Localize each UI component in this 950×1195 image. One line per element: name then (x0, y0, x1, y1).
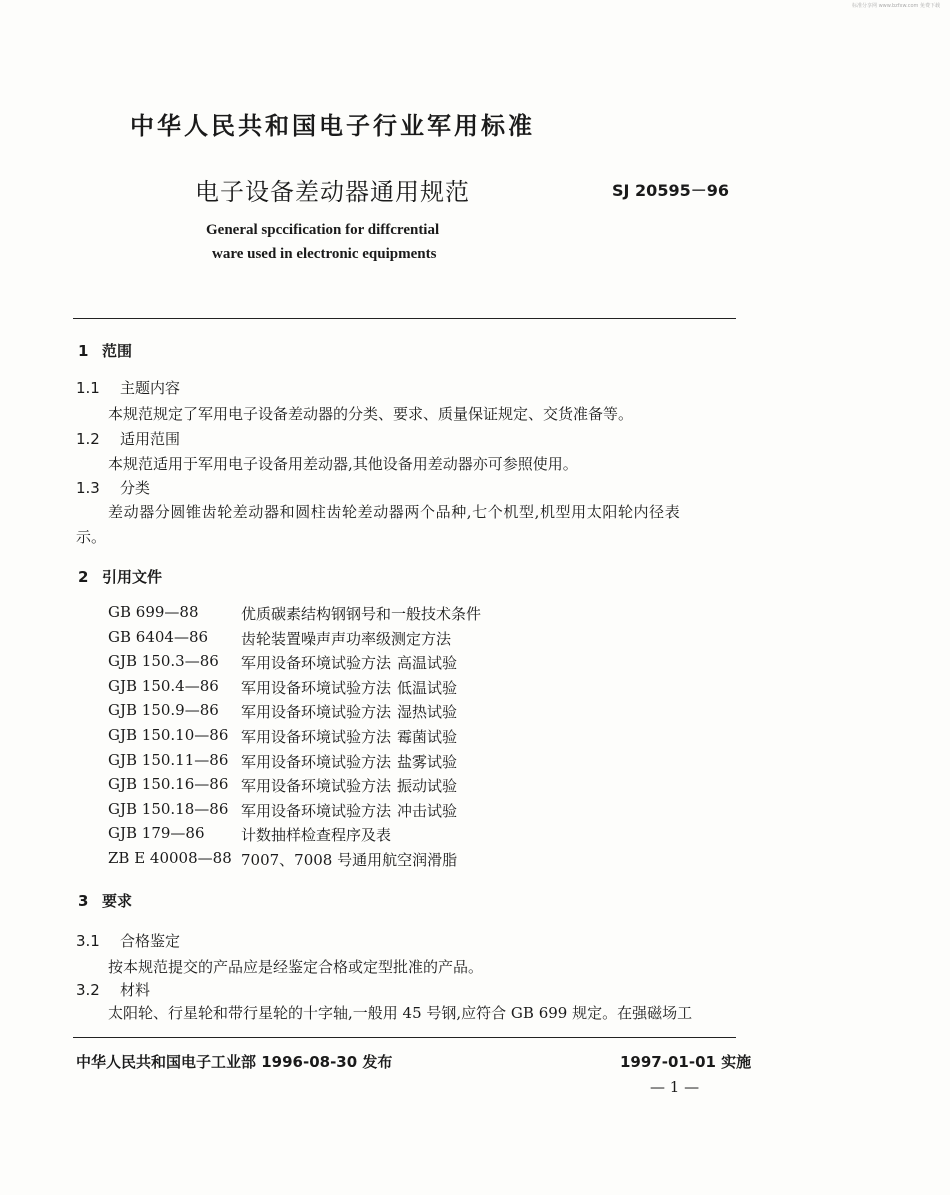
issue-date: 中华人民共和国电子工业部 1996-08-30 发布 (76, 1053, 393, 1071)
section-1-1-text: 本规范规定了军用电子设备差动器的分类、要求、质量保证规定、交货准备等。 (108, 405, 634, 423)
reference-title: 军用设备环境试验方法 (241, 654, 392, 672)
reference-title: 优质碳素结构钢钢号和一般技术条件 (241, 605, 482, 623)
reference-title: 计数抽样检查程序及表 (241, 826, 392, 844)
section-1-heading: 1 范围 (78, 342, 133, 360)
reference-code: GJB 150.18—86 (108, 800, 229, 818)
effective-date: 1997-01-01 实施 (620, 1053, 752, 1071)
header-divider (73, 318, 736, 319)
english-title-line1: General spccification for diffcrential (206, 222, 440, 238)
reference-title: 军用设备环境试验方法 (241, 679, 392, 697)
reference-subtitle: 湿热试验 (397, 703, 458, 721)
reference-subtitle: 冲击试验 (397, 802, 458, 820)
reference-code: GJB 150.9—86 (108, 701, 219, 719)
section-1-2-text: 本规范适用于军用电子设备用差动器,其他设备用差动器亦可参照使用。 (108, 455, 578, 473)
reference-code: GB 699—88 (108, 603, 199, 621)
section-2-heading: 2 引用文件 (78, 568, 163, 586)
reference-title: 7007、7008 号通用航空润滑脂 (241, 851, 458, 869)
section-3-2-text: 太阳轮、行星轮和带行星轮的十字轴,一般用 45 号钢,应符合 GB 699 规定。在强磁场工 (108, 1004, 693, 1022)
reference-title: 齿轮装置噪声声功率级测定方法 (241, 630, 452, 648)
footer-divider (73, 1037, 736, 1038)
section-1-3-text-line1: 差动器分圆锥齿轮差动器和圆柱齿轮差动器两个品种,七个机型,机型用太阳轮内径表 (108, 503, 681, 521)
section-3-1-heading: 3.1 合格鉴定 (76, 932, 181, 950)
page-number: — 1 — (650, 1078, 700, 1096)
watermark-text: 标准分享网 www.bzfxw.com 免费下载 (852, 3, 940, 9)
reference-title: 军用设备环境试验方法 (241, 728, 392, 746)
reference-code: GJB 150.3—86 (108, 652, 219, 670)
reference-subtitle: 高温试验 (397, 654, 458, 672)
reference-title: 军用设备环境试验方法 (241, 802, 392, 820)
section-3-1-text: 按本规范提交的产品应是经鉴定合格或定型批准的产品。 (108, 958, 484, 976)
reference-code: GJB 179—86 (108, 824, 205, 842)
reference-subtitle: 低温试验 (397, 679, 458, 697)
reference-title: 军用设备环境试验方法 (241, 777, 392, 795)
reference-code: GJB 150.4—86 (108, 677, 219, 695)
section-1-3-text-line2: 示。 (76, 528, 107, 546)
section-1-1-heading: 1.1 主题内容 (76, 379, 181, 397)
section-1-2-heading: 1.2 适用范围 (76, 430, 181, 448)
section-1-3-heading: 1.3 分类 (76, 479, 151, 497)
reference-code: ZB E 40008—88 (108, 849, 232, 867)
section-3-heading: 3 要求 (78, 892, 133, 910)
reference-code: GJB 150.11—86 (108, 751, 229, 769)
english-title-line2: ware used in electronic equipments (212, 246, 437, 262)
reference-title: 军用设备环境试验方法 (241, 753, 392, 771)
document-title: 电子设备差动器通用规范 (195, 178, 470, 206)
standard-org-heading: 中华人民共和国电子行业军用标准 (130, 112, 535, 140)
reference-code: GB 6404—86 (108, 628, 209, 646)
reference-subtitle: 盐雾试验 (397, 753, 458, 771)
reference-title: 军用设备环境试验方法 (241, 703, 392, 721)
reference-subtitle: 振动试验 (397, 777, 458, 795)
section-3-2-heading: 3.2 材料 (76, 981, 151, 999)
reference-code: GJB 150.16—86 (108, 775, 229, 793)
standard-code: SJ 20595－96 (612, 181, 729, 200)
reference-code: GJB 150.10—86 (108, 726, 229, 744)
reference-subtitle: 霉菌试验 (397, 728, 458, 746)
